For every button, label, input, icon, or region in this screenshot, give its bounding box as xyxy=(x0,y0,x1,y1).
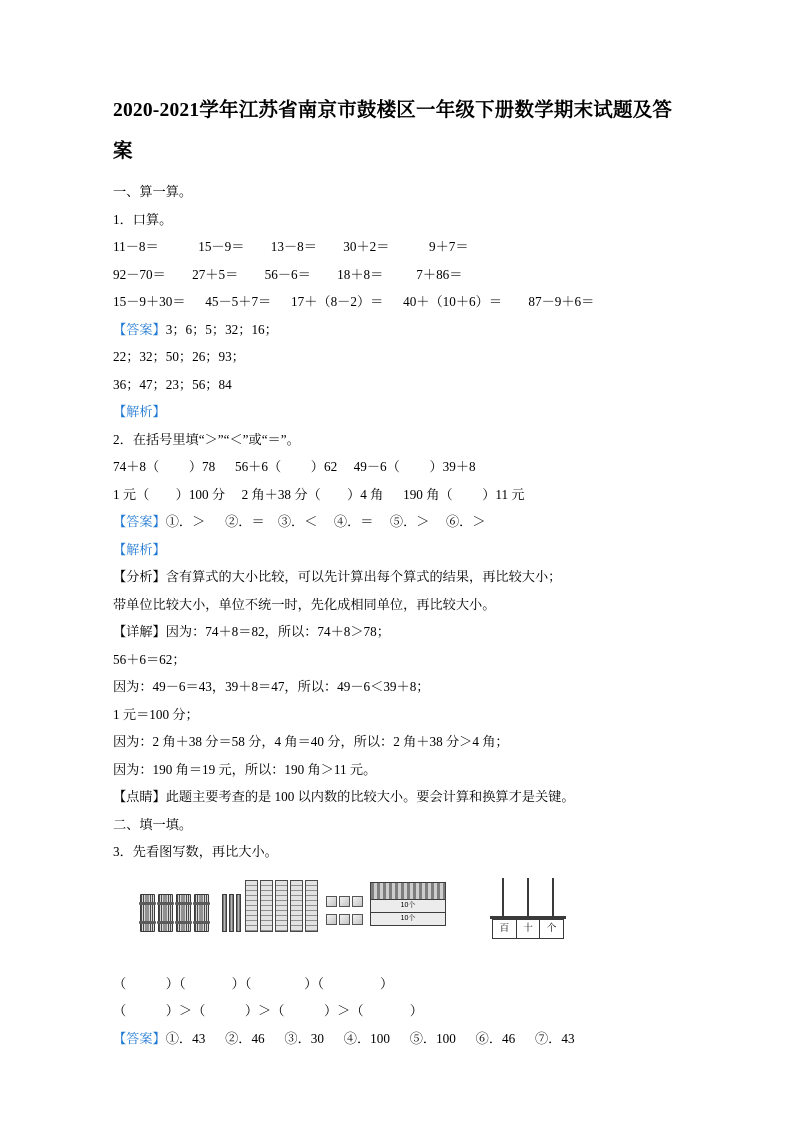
question-2-detail-5: 因为：49－6＝43，39＋8＝47，所以：49－6＜39＋8； xyxy=(113,679,430,694)
box-lid xyxy=(371,883,445,900)
question-1-answer-line-2: 22；32；50；26；93； xyxy=(113,349,245,364)
box-shelf-label: 10个 xyxy=(371,900,445,913)
page-title: 2020-2021学年江苏省南京市鼓楼区一年级下册数学期末试题及答案 xyxy=(113,100,673,162)
question-1-answer xyxy=(113,316,683,344)
place-label-tens: 十 xyxy=(517,920,541,938)
question-2-detail-8: 因为：190 角＝19 元，所以：190 角＞11 元。 xyxy=(113,761,377,777)
loose-cube xyxy=(339,914,350,925)
cube-rod xyxy=(245,880,258,932)
question-1-row-3: 15－9＋30＝ 45－5＋7＝ 17＋（8－2）＝ 40＋（10＋6）＝ 87－9＋6＝ xyxy=(113,294,595,309)
question-2-detail-2: 带单位比较大小，单位不统一时，先化成相同单位，再比较大小。 xyxy=(113,596,496,612)
question-2-answer-text: ①．＞ ②．＝ ③．＜ ④．＝ ⑤．＞ ⑥．＞ xyxy=(165,514,486,529)
question-1-analysis-label: 【解析】 xyxy=(113,404,166,419)
figure-bundles-and-sticks xyxy=(140,894,243,932)
loose-cube xyxy=(326,914,337,925)
question-2-heading: 2．在括号里填“＞”“＜”或“＝”。 xyxy=(113,431,300,447)
question-3-blank-row-1: （ ）（ ）（ ）（ ） xyxy=(113,975,394,991)
answer-label: 【答案】 xyxy=(113,514,166,529)
question-1-heading: 1．口算。 xyxy=(113,211,173,227)
stick-bundle xyxy=(194,894,209,932)
question-3-blank-row-2: （ ）＞（ ）＞（ ）＞（ ） xyxy=(113,1003,423,1018)
loose-cube xyxy=(352,914,363,925)
stick-bundle xyxy=(140,894,155,932)
question-2-detail-9: 【点睛】此题主要考查的是 100 以内数的比较大小。要会计算和换算才是关键。 xyxy=(113,789,575,804)
question-1-row-2: 92－70＝ 27＋5＝ 56－6＝ 18＋8＝ 7＋86＝ xyxy=(113,266,463,282)
question-3-answer xyxy=(113,1025,683,1053)
cube-rod xyxy=(290,880,303,932)
place-label-hundreds: 百 xyxy=(493,920,517,938)
answer-label: 【答案】 xyxy=(113,1030,166,1046)
loose-cube xyxy=(352,896,363,907)
place-value-frame xyxy=(490,878,566,940)
cube-rod xyxy=(260,880,273,932)
question-1-answer-line-1: 3；6；5；32；16； xyxy=(165,321,278,337)
cube-rod xyxy=(275,880,288,932)
stick-bundle xyxy=(176,894,191,932)
stick-bundle xyxy=(158,894,173,932)
question-2-detail-3: 【详解】因为：74＋8＝82，所以：74＋8＞78； xyxy=(113,624,390,639)
hundred-box xyxy=(370,882,446,926)
question-2-analysis-label: 【解析】 xyxy=(113,541,166,557)
question-3-figures xyxy=(120,874,683,952)
question-3-answer-text: ①．43 ②．46 ③．30 ④．100 ⑤．100 ⑥．46 ⑦．43 xyxy=(165,1030,575,1046)
question-2-answer xyxy=(113,508,683,536)
answer-label: 【答案】 xyxy=(113,321,166,337)
question-3-heading: 3．先看图写数，再比大小。 xyxy=(113,844,278,859)
single-stick xyxy=(229,894,234,932)
question-1-row-1: 11－8＝ 15－9＝ 13－8＝ 30＋2＝ 9＋7＝ xyxy=(113,239,469,254)
loose-cube xyxy=(339,896,350,907)
figure-rods-and-cubes xyxy=(245,880,366,932)
cube-rod xyxy=(305,880,318,932)
question-2-detail-6: 1 元＝100 分； xyxy=(113,706,199,722)
part2-heading: 二、填一填。 xyxy=(113,816,193,832)
single-stick xyxy=(222,894,227,932)
box-shelf-label: 10个 xyxy=(371,913,445,925)
question-2-detail-7: 因为：2 角＋38 分＝58 分，4 角＝40 分，所以：2 角＋38 分＞4 角； xyxy=(113,734,509,749)
question-2-detail-1: 【分析】含有算式的大小比较，可以先计算出每个算式的结果，再比较大小； xyxy=(113,569,562,584)
figure-box-of-hundred xyxy=(370,882,446,926)
question-1-answer-line-3: 36；47；23；56；84 xyxy=(113,376,232,392)
place-value-labels xyxy=(492,919,564,939)
loose-cube xyxy=(326,896,337,907)
counting-rods xyxy=(496,878,560,918)
question-2-row-1: 74＋8（ ）78 56＋6（ ）62 49－6（ ）39＋8 xyxy=(113,459,476,474)
question-2-detail-4: 56＋6＝62； xyxy=(113,651,186,667)
place-label-ones: 个 xyxy=(546,923,557,934)
single-stick xyxy=(236,894,241,932)
question-2-row-2: 1 元（ ）100 分 2 角＋38 分（ ）4 角 190 角（ ）11 元 xyxy=(113,486,525,502)
part1-heading: 一、算一算。 xyxy=(113,184,193,199)
figure-place-value-chart xyxy=(490,878,566,940)
